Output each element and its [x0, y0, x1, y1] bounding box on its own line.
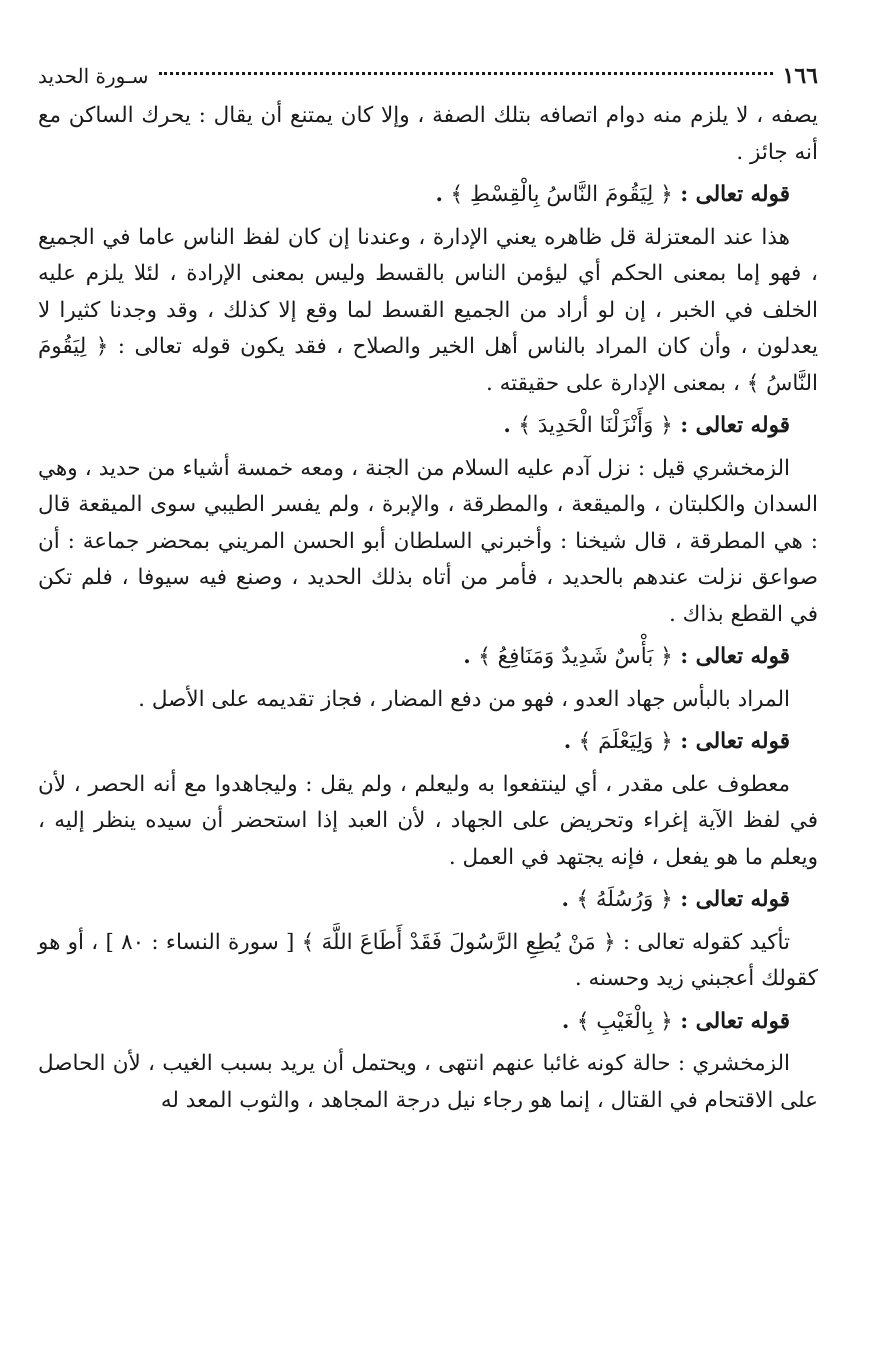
- verse-lead: قوله تعالى :: [672, 182, 790, 207]
- paragraph: هذا عند المعتزلة قل ظاهره يعني الإدارة ، وعندنا إن كان لفظ الناس عاما في الجميع ، فهو إما بمعنى الحكم أي ليؤمن الناس بالقسط وليس بمعنى الإرادة ، لئلا يلزم عليه الخلف في الخبر ، إن لو أراد من الجميع القسط لما وقع إلا كذلك ، وقد وجدنا كثيرا لا يعدلون ، وأن كان المراد بالناس أهل الخير والصلاح ، فقد يكون قوله تعالى : ﴿ لِيَقُومَ النَّاسُ ﴾ ، بمعنى الإدارة على حقيقته .: [38, 224, 818, 396]
- verse-heading: [38, 724, 818, 761]
- paragraph: المراد بالبأس جهاد العدو ، فهو من دفع المضار ، فجاز تقديمه على الأصل .: [138, 686, 790, 712]
- paragraph: معطوف على مقدر ، أي لينتفعوا به وليعلم ، ولم يقل : وليجاهدوا مع أنه الحصر ، لأن في لفظ الآية إغراء وتحريض على الجهاد ، لأن العبد إذا استحضر أن سيده ينظر إليه ، ويعلم ما هو يفعل ، فإنه يجتهد في العمل .: [38, 771, 818, 870]
- paragraph: تأكيد كقوله تعالى : ﴿ مَنْ يُطِعِ الرَّسُولَ فَقَدْ أَطَاعَ اللَّهَ ﴾ [ سورة النساء : ٨٠ ] ، أو هو كقولك أعجبني زيد وحسنه .: [38, 929, 818, 991]
- surah-title: سـورة الحديد: [38, 64, 149, 88]
- quran-quote: ﴿ بِالْغَيْبِ ﴾: [576, 1008, 673, 1034]
- verse-heading: [38, 1004, 818, 1041]
- quran-quote: ﴿ لِيَقُومَ النَّاسُ بِالْقِسْطِ ﴾: [450, 182, 673, 207]
- verse-tail: .: [503, 413, 519, 438]
- dotted-leader: [159, 72, 773, 75]
- paragraph: الزمخشري : حالة كونه غائبا عنهم انتهى ، ويحتمل أن يريد بسبب الغيب ، لأن الحاصل على الاقتحام في القتال ، إنما هو رجاء نيل درجة المجاهد ، والثوب المعد له: [38, 1051, 818, 1113]
- book-page: [38, 58, 818, 1318]
- verse-tail: .: [463, 644, 479, 669]
- quran-quote: ﴿ وَلِيَعْلَمَ ﴾: [578, 729, 673, 754]
- verse-tail: .: [563, 729, 579, 754]
- page-number: ١٦٦: [782, 63, 818, 89]
- verse-lead: قوله تعالى :: [672, 1008, 790, 1034]
- body-text: [38, 98, 818, 1119]
- verse-lead: قوله تعالى :: [672, 413, 790, 438]
- verse-heading: [38, 408, 818, 445]
- verse-lead: قوله تعالى :: [672, 887, 790, 912]
- quran-quote: ﴿ وَأَنْزَلْنَا الْحَدِيدَ ﴾: [518, 413, 673, 438]
- verse-heading: [38, 177, 818, 214]
- quran-quote: ﴿ وَرُسُلَهُ ﴾: [576, 887, 673, 912]
- verse-lead: قوله تعالى :: [672, 644, 790, 669]
- verse-tail: .: [561, 887, 577, 912]
- verse-heading: [38, 639, 818, 676]
- running-header: [38, 58, 818, 94]
- quran-quote: ﴿ بَأْسٌ شَدِيدٌ وَمَنَافِعُ ﴾: [478, 644, 673, 669]
- verse-heading: [38, 882, 818, 919]
- paragraph: يصفه ، لا يلزم منه دوام اتصافه بتلك الصفة ، وإلا كان يمتنع أن يقال : يحرك الساكن مع أنه جائز .: [38, 103, 818, 165]
- verse-tail: .: [435, 182, 451, 207]
- paragraph: الزمخشري قيل : نزل آدم عليه السلام من الجنة ، ومعه خمسة أشياء من حديد ، وهي السدان والكلبتان ، والميقعة ، والمطرقة ، والإبرة ، ولم يفسر الطيبي سوى الميقعة قال : هي المطرقة ، قال شيخنا : وأخبرني السلطان أبو الحسن المريني بمحضر جماعة : أن صواعق نزلت عندهم بالحديد ، فأمر من أتاه بذلك الحديد ، وصنع فيه سيوفا ، فلم تكن في القطع بذاك .: [38, 455, 818, 627]
- verse-tail: .: [561, 1008, 577, 1034]
- verse-lead: قوله تعالى :: [672, 729, 790, 754]
